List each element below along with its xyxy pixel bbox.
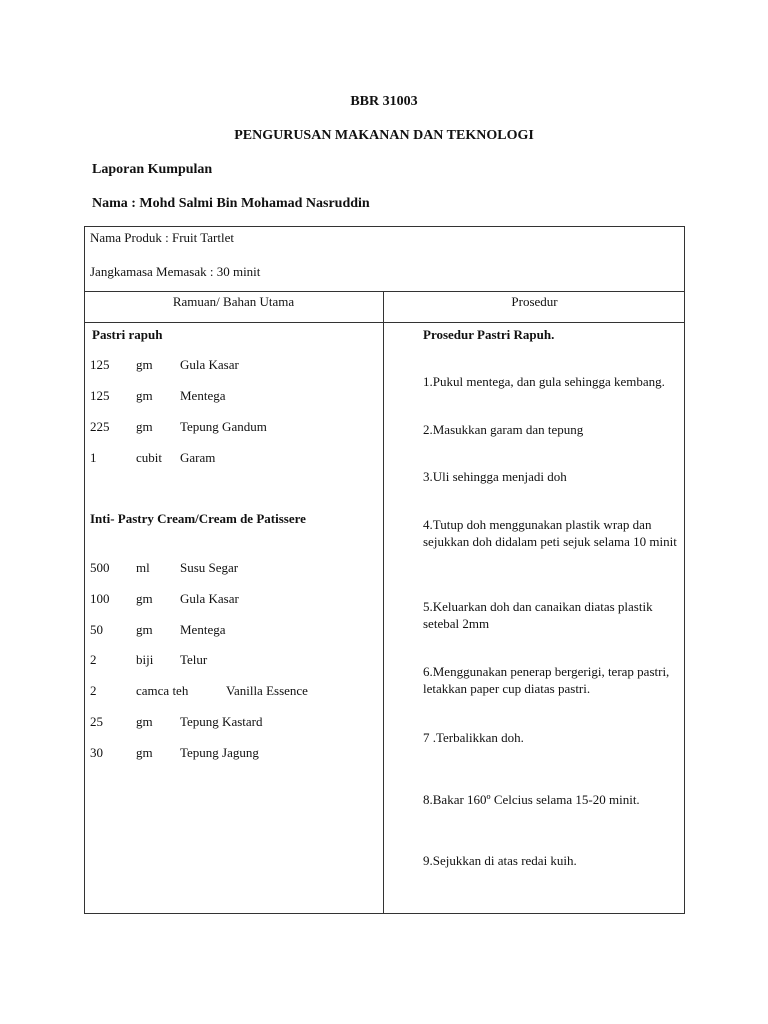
procedure-header: Prosedur <box>511 294 558 309</box>
ingredient-unit: biji <box>136 652 154 667</box>
ingredient-qty: 50 <box>90 622 103 637</box>
ingredient-name: Gula Kasar <box>180 357 239 372</box>
ingredient-qty: 30 <box>90 745 103 760</box>
ingredient-name: Garam <box>180 450 216 465</box>
ingredient-unit: gm <box>136 714 153 729</box>
ingredients-header: Ramuan/ Bahan Utama <box>172 294 295 309</box>
ingredient-unit: gm <box>136 419 153 434</box>
ingredient-name: Tepung Kastard <box>180 714 263 729</box>
recipe-table <box>84 226 685 914</box>
ingredient-name: Vanilla Essence <box>226 683 308 698</box>
ingredient-unit: gm <box>136 622 153 637</box>
procedure-step: 4.Tutup doh menggunakan plastik wrap dan sejukkan doh didalam peti sejuk selama 10 minit <box>423 517 677 549</box>
author-name: Nama : Mohd Salmi Bin Mohamad Nasruddin <box>92 196 370 211</box>
procedure-step: 2.Masukkan garam dan tepung <box>423 422 584 437</box>
ingredient-qty: 2 <box>90 652 97 667</box>
ingredient-qty: 2 <box>90 683 97 698</box>
ingredient-unit: camca teh <box>136 683 189 698</box>
ingredient-unit: cubit <box>136 450 162 465</box>
ingredient-qty: 1 <box>90 450 97 465</box>
ingredient-qty: 500 <box>90 560 110 575</box>
ingredient-qty: 100 <box>90 591 110 606</box>
ingredient-unit: gm <box>136 745 153 760</box>
procedure-step: 9.Sejukkan di atas redai kuih. <box>423 853 577 868</box>
ingredient-name: Tepung Gandum <box>180 419 267 434</box>
procedure-step: 3.Uli sehingga menjadi doh <box>423 469 567 484</box>
procedure-step: 8.Bakar 160º Celcius selama 15-20 minit. <box>423 792 640 807</box>
ingredient-unit: gm <box>136 357 153 372</box>
course-code: BBR 31003 <box>350 94 418 109</box>
cooking-duration: Jangkamasa Memasak : 30 minit <box>90 264 261 279</box>
ingredient-name: Susu Segar <box>180 560 239 575</box>
ingredient-name: Gula Kasar <box>180 591 239 606</box>
procedure-step: 5.Keluarkan doh dan canaikan diatas plastik setebal 2mm <box>423 599 653 631</box>
product-name: Nama Produk : Fruit Tartlet <box>90 230 234 245</box>
ingredient-qty: 25 <box>90 714 103 729</box>
ingredient-unit: ml <box>136 560 150 575</box>
table-divider <box>84 322 685 323</box>
pastry-heading: Pastri rapuh <box>92 327 163 342</box>
ingredient-name: Mentega <box>180 388 226 403</box>
ingredient-qty: 125 <box>90 357 110 372</box>
column-divider <box>383 291 384 914</box>
procedure-step: 6.Menggunakan penerap bergerigi, terap pastri, letakkan paper cup diatas pastri. <box>423 664 670 696</box>
procedure-step: 7 .Terbalikkan doh. <box>423 730 524 745</box>
ingredient-unit: gm <box>136 591 153 606</box>
ingredient-qty: 125 <box>90 388 110 403</box>
procedure-step: 1.Pukul mentega, dan gula sehingga kembang. <box>423 374 665 389</box>
ingredient-unit: gm <box>136 388 153 403</box>
report-type: Laporan Kumpulan <box>92 162 213 177</box>
ingredient-qty: 225 <box>90 419 110 434</box>
procedure-heading: Prosedur Pastri Rapuh. <box>423 327 555 342</box>
ingredient-name: Telur <box>180 652 208 667</box>
ingredient-name: Tepung Jagung <box>180 745 259 760</box>
table-divider <box>84 291 685 292</box>
ingredient-name: Mentega <box>180 622 226 637</box>
course-title: PENGURUSAN MAKANAN DAN TEKNOLOGI <box>234 128 534 143</box>
cream-heading: Inti- Pastry Cream/Cream de Patissere <box>90 511 306 526</box>
